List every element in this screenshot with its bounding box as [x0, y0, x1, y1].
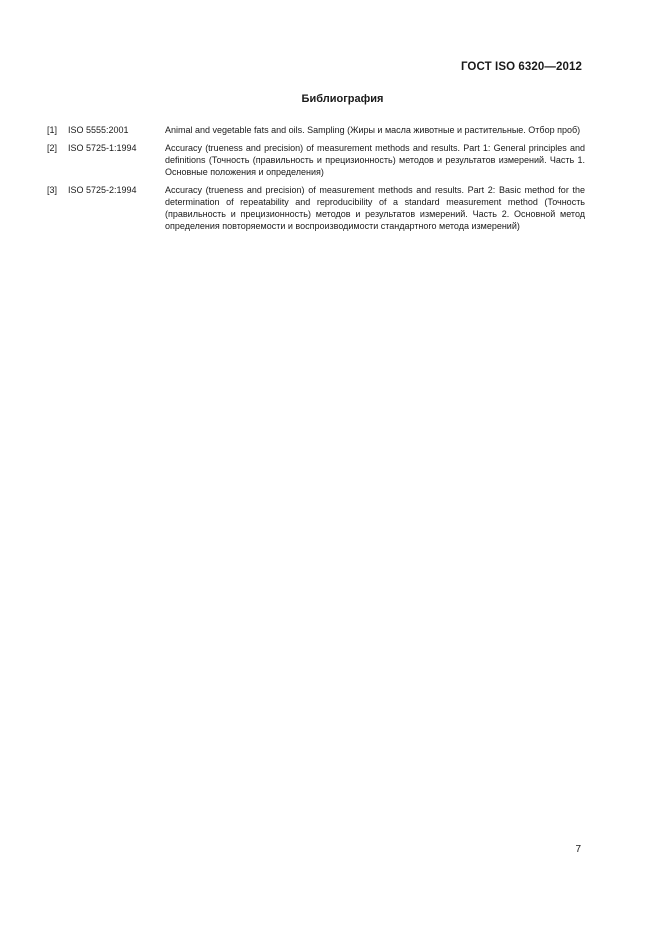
bibliography-entry	[47, 124, 585, 136]
entry-number: [3]	[47, 185, 58, 195]
entry-standard: ISO 5555:2001	[68, 125, 129, 135]
section-title	[0, 93, 661, 105]
entry-standard: ISO 5725-1:1994	[68, 143, 137, 153]
bibliography-entry	[47, 142, 585, 178]
entry-number: [1]	[47, 125, 58, 135]
entry-description: Accuracy (trueness and precision) of measurement methods and results. Part 2: Basic method for the determination of repeatability and reproducibility of a standard measurement method (Точность (правильность и прецизионность) методов и результатов измерений. Часть 2. Основной метод определения повторяемости и воспроизводимости стандартного метода измерений)	[165, 185, 585, 231]
bibliography-list	[47, 124, 585, 238]
section-title-text: Библиография	[301, 93, 384, 105]
entry-description: Animal and vegetable fats and oils. Sampling (Жиры и масла животные и растительные. Отбор проб)	[165, 125, 581, 135]
entry-standard: ISO 5725-2:1994	[68, 185, 137, 195]
page-number: 7	[575, 844, 581, 855]
entry-number: [2]	[47, 143, 58, 153]
document-code-header: ГОСТ ISO 6320—2012	[460, 61, 582, 73]
entry-description: Accuracy (trueness and precision) of measurement methods and results. Part 1: General principles and definitions (Точность (правильность и прецизионность) методов и результатов измерений. Часть 1. Основные положения и определения)	[165, 143, 585, 177]
bibliography-entry	[47, 184, 585, 232]
